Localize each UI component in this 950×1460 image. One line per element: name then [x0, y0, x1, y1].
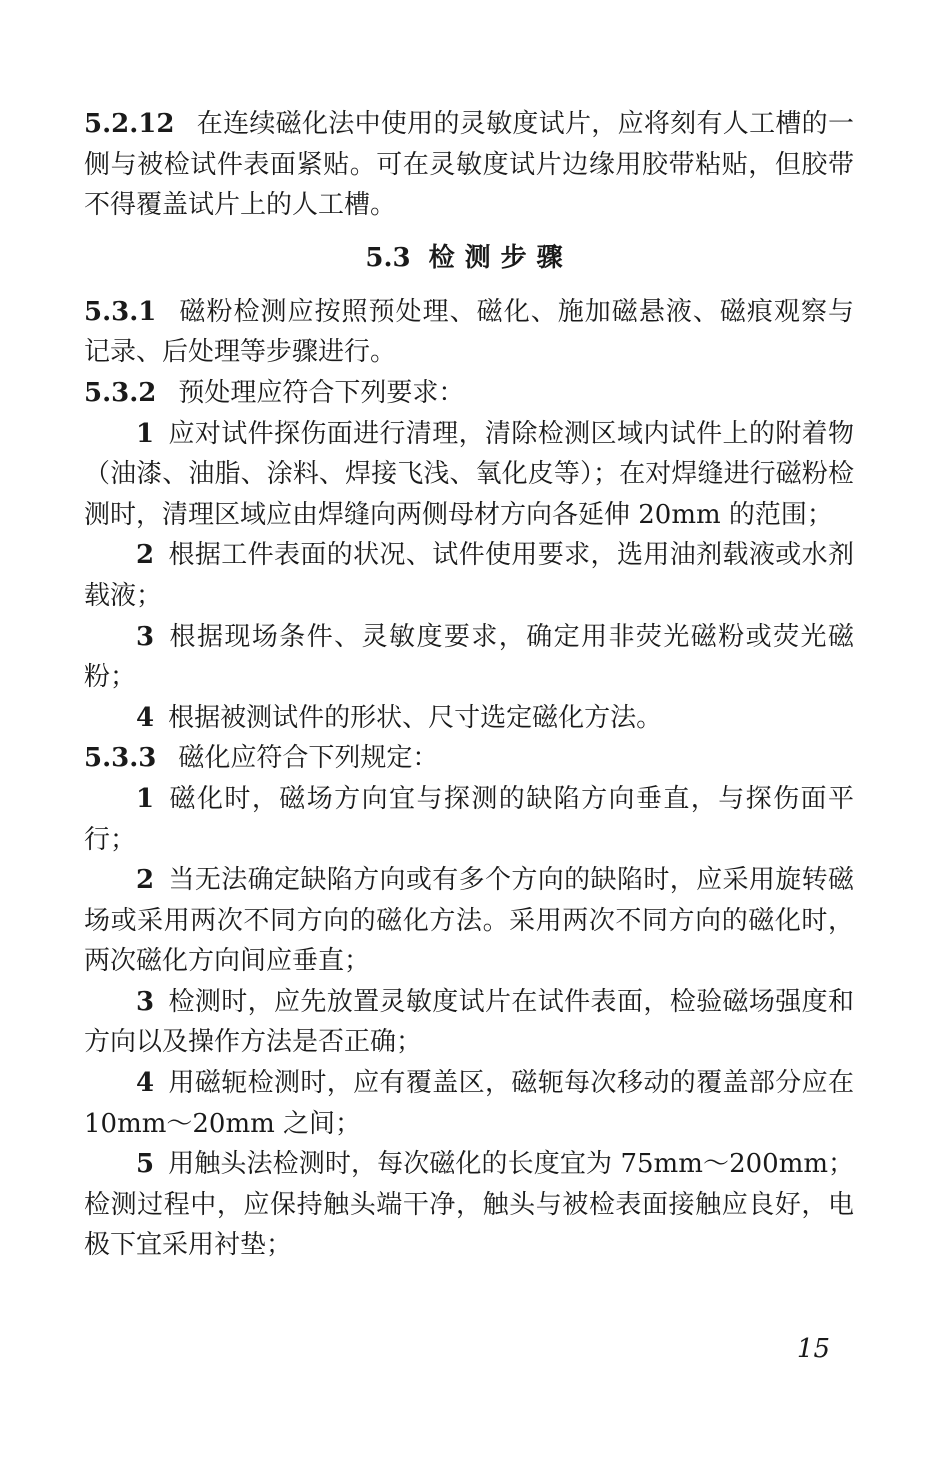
clause-number: 5.3.1	[84, 296, 157, 327]
list-item	[84, 698, 854, 739]
list-item	[84, 617, 854, 698]
clause-text: 磁化应符合下列规定：	[178, 743, 439, 774]
item-text: 用触头法检测时，每次磁化的长度宜为 75mm～200mm；检测过程中，应保持触头端干净，触头与被检表面接触应良好，电极下宜采用衬垫；	[84, 1149, 854, 1261]
section-number: 5.3	[365, 242, 411, 273]
list-item	[84, 982, 854, 1063]
item-text: 应对试件探伤面进行清理，清除检测区域内试件上的附着物（油漆、油脂、涂料、焊接飞浅、氧化皮等）；在对焊缝进行磁粉检测时，清理区域应由焊缝向两侧母材方向各延伸 20mm 的范围；	[84, 418, 854, 530]
list-item	[84, 779, 854, 860]
item-number: 1	[136, 783, 155, 814]
list-item	[84, 535, 854, 616]
item-text: 用磁轭检测时，应有覆盖区，磁轭每次移动的覆盖部分应在 10mm～20mm 之间；	[84, 1068, 854, 1139]
clause-text: 磁粉检测应按照预处理、磁化、施加磁悬液、磁痕观察与记录、后处理等步骤进行。	[84, 296, 854, 368]
item-number: 3	[136, 621, 155, 652]
item-text: 检测时，应先放置灵敏度试片在试件表面，检验磁场强度和方向以及操作方法是否正确；	[84, 986, 854, 1058]
item-text: 根据现场条件、灵敏度要求，确定用非荧光磁粉或荧光磁粉；	[84, 621, 854, 693]
clause-number: 5.3.3	[84, 743, 157, 774]
clause-text: 预处理应符合下列要求：	[178, 377, 465, 408]
list-item	[84, 414, 854, 536]
list-item	[84, 1063, 854, 1144]
item-number: 4	[136, 1068, 155, 1099]
clause-5-3-2	[84, 373, 854, 414]
item-text: 根据被测试件的形状、尺寸选定磁化方法。	[168, 702, 663, 733]
item-number: 3	[136, 986, 155, 1017]
section-heading-5-3	[84, 238, 854, 278]
item-number: 5	[136, 1149, 155, 1180]
item-number: 4	[136, 702, 155, 733]
item-text: 磁化时，磁场方向宜与探测的缺陷方向垂直，与探伤面平行；	[84, 783, 854, 855]
clause-number: 5.3.2	[84, 377, 157, 408]
item-number: 2	[136, 540, 155, 571]
item-text: 当无法确定缺陷方向或有多个方向的缺陷时，应采用旋转磁场或采用两次不同方向的磁化方法。采用两次不同方向的磁化时，两次磁化方向间应垂直；	[84, 865, 854, 977]
clause-number: 5.2.12	[84, 109, 175, 139]
item-text: 根据工件表面的状况、试件使用要求，选用油剂载液或水剂载液；	[84, 540, 854, 611]
item-number: 1	[136, 418, 155, 449]
section-title: 检测步骤	[428, 242, 573, 273]
clause-5-2-12	[84, 104, 854, 226]
page-number: 15	[796, 1334, 830, 1364]
document-page	[84, 104, 854, 1266]
clause-5-3-1	[84, 292, 854, 373]
clause-text: 在连续磁化法中使用的灵敏度试片，应将刻有人工槽的一侧与被检试件表面紧贴。可在灵敏度试片边缘用胶带粘贴，但胶带不得覆盖试片上的人工槽。	[84, 109, 854, 221]
clause-5-3-3	[84, 738, 854, 779]
item-number: 2	[136, 865, 155, 896]
list-item	[84, 860, 854, 982]
list-item	[84, 1144, 854, 1266]
